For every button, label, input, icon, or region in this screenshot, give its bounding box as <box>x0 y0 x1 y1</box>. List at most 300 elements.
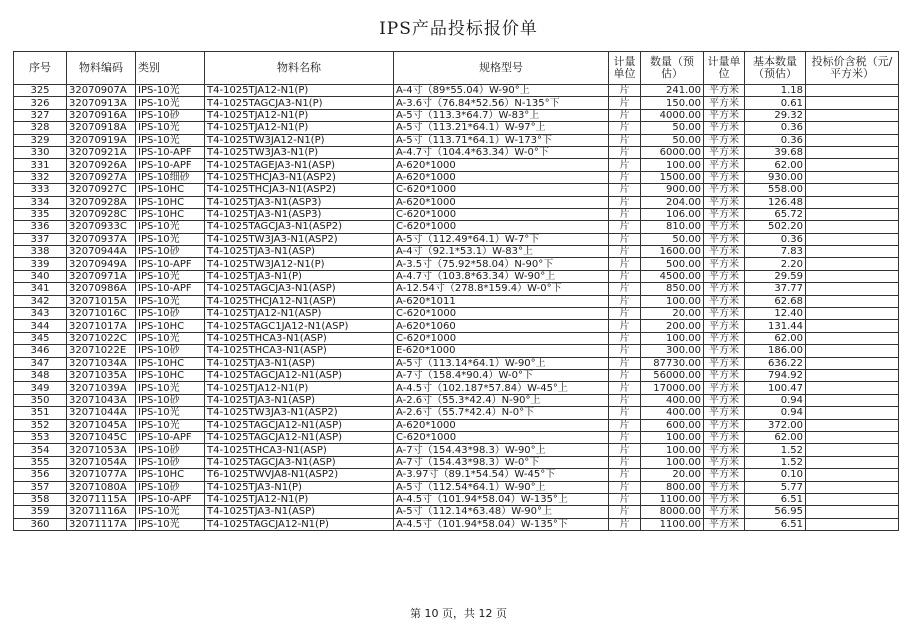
cell-quantity: 100.00 <box>641 444 704 456</box>
cell-base-quantity: 0.36 <box>745 122 806 134</box>
cell-index: 352 <box>14 419 67 431</box>
cell-category: IPS-10砂 <box>136 394 205 406</box>
cell-index: 331 <box>14 159 67 171</box>
cell-material-name: T4-1025TW3JA12-N1(P) <box>205 258 394 270</box>
cell-base-quantity: 62.00 <box>745 159 806 171</box>
cell-material-name: T4-1025TJA12-N1(P) <box>205 85 394 97</box>
table-row <box>14 369 899 381</box>
cell-base-quantity: 0.36 <box>745 233 806 245</box>
cell-material-name: T4-1025TJA12-N1(P) <box>205 122 394 134</box>
cell-material-name: T4-1025TW3JA3-N1(ASP2) <box>205 233 394 245</box>
cell-unit-2: 平方米 <box>704 431 745 443</box>
cell-index: 344 <box>14 320 67 332</box>
cell-unit-2: 平方米 <box>704 345 745 357</box>
cell-unit-2: 平方米 <box>704 506 745 518</box>
cell-unit-2: 平方米 <box>704 518 745 530</box>
cell-index: 354 <box>14 444 67 456</box>
cell-material-name: T4-1025TAGCJA12-N1(ASP) <box>205 369 394 381</box>
cell-material-name: T4-1025THCJA3-N1(ASP2) <box>205 171 394 183</box>
cell-material-code: 32070919A <box>67 134 136 146</box>
cell-spec: A-5寸（112.14*63.48）W-90°上 <box>394 506 609 518</box>
cell-base-quantity: 930.00 <box>745 171 806 183</box>
cell-unit-2: 平方米 <box>704 469 745 481</box>
cell-material-code: 32071077A <box>67 469 136 481</box>
cell-category: IPS-10细砂 <box>136 171 205 183</box>
table-row <box>14 270 899 282</box>
cell-bid-price <box>806 134 899 146</box>
cell-base-quantity: 502.20 <box>745 221 806 233</box>
cell-bid-price <box>806 196 899 208</box>
cell-quantity: 204.00 <box>641 196 704 208</box>
cell-category: IPS-10HC <box>136 369 205 381</box>
cell-spec: A-3.97寸（89.1*54.54）W-45°下 <box>394 469 609 481</box>
cell-quantity: 1600.00 <box>641 246 704 258</box>
cell-material-code: 32070937A <box>67 233 136 245</box>
cell-unit-2: 平方米 <box>704 419 745 431</box>
cell-material-name: T4-1025THCA3-N1(ASP) <box>205 332 394 344</box>
cell-spec: A-7寸（154.43*98.3）W-90°上 <box>394 444 609 456</box>
cell-material-code: 32070949A <box>67 258 136 270</box>
cell-material-name: T4-1025TJA3-N1(P) <box>205 481 394 493</box>
table-row <box>14 196 899 208</box>
cell-material-code: 32071044A <box>67 407 136 419</box>
header-quantity: 数量（预估） <box>641 52 704 85</box>
cell-index: 337 <box>14 233 67 245</box>
cell-quantity: 56000.00 <box>641 369 704 381</box>
cell-quantity: 900.00 <box>641 184 704 196</box>
cell-spec: A-620*1060 <box>394 320 609 332</box>
cell-bid-price <box>806 332 899 344</box>
cell-unit-2: 平方米 <box>704 258 745 270</box>
cell-material-name: T4-1025TJA3-N1(P) <box>205 270 394 282</box>
table-row <box>14 506 899 518</box>
cell-material-code: 32070921A <box>67 146 136 158</box>
cell-material-name: T4-1025THCA3-N1(ASP) <box>205 444 394 456</box>
cell-unit: 片 <box>609 407 641 419</box>
cell-base-quantity: 126.48 <box>745 196 806 208</box>
cell-bid-price <box>806 444 899 456</box>
table-row <box>14 159 899 171</box>
cell-spec: A-2.6寸（55.7*42.4）N-0°下 <box>394 407 609 419</box>
cell-base-quantity: 794.92 <box>745 369 806 381</box>
cell-base-quantity: 6.51 <box>745 493 806 505</box>
cell-base-quantity: 0.36 <box>745 134 806 146</box>
cell-quantity: 600.00 <box>641 419 704 431</box>
cell-category: IPS-10光 <box>136 518 205 530</box>
cell-index: 334 <box>14 196 67 208</box>
header-unit: 计量单位 <box>609 52 641 85</box>
cell-unit: 片 <box>609 270 641 282</box>
cell-bid-price <box>806 419 899 431</box>
cell-unit-2: 平方米 <box>704 146 745 158</box>
cell-quantity: 850.00 <box>641 283 704 295</box>
cell-base-quantity: 186.00 <box>745 345 806 357</box>
cell-index: 339 <box>14 258 67 270</box>
cell-material-code: 32070928A <box>67 196 136 208</box>
cell-material-code: 32071035A <box>67 369 136 381</box>
cell-unit: 片 <box>609 345 641 357</box>
cell-quantity: 17000.00 <box>641 382 704 394</box>
cell-unit: 片 <box>609 419 641 431</box>
cell-spec: A-4.5寸（102.187*57.84）W-45°上 <box>394 382 609 394</box>
cell-unit: 片 <box>609 394 641 406</box>
cell-material-name: T4-1025TJA3-N1(ASP) <box>205 357 394 369</box>
cell-index: 326 <box>14 97 67 109</box>
cell-bid-price <box>806 345 899 357</box>
cell-spec: A-4寸（89*55.04）W-90°上 <box>394 85 609 97</box>
cell-material-code: 32070928C <box>67 208 136 220</box>
cell-base-quantity: 29.59 <box>745 270 806 282</box>
table-row <box>14 283 899 295</box>
cell-material-name: T4-1025THCJA12-N1(ASP) <box>205 295 394 307</box>
cell-unit-2: 平方米 <box>704 283 745 295</box>
cell-unit-2: 平方米 <box>704 184 745 196</box>
cell-bid-price <box>806 308 899 320</box>
cell-spec: A-620*1000 <box>394 171 609 183</box>
cell-material-code: 32071034A <box>67 357 136 369</box>
cell-unit-2: 平方米 <box>704 97 745 109</box>
table-row <box>14 357 899 369</box>
cell-unit: 片 <box>609 221 641 233</box>
cell-material-name: T4-1025TW3JA3-N1(P) <box>205 146 394 158</box>
cell-base-quantity: 1.18 <box>745 85 806 97</box>
cell-bid-price <box>806 283 899 295</box>
cell-spec: A-7寸（154.43*98.3）W-0°下 <box>394 456 609 468</box>
cell-base-quantity: 0.94 <box>745 394 806 406</box>
cell-unit-2: 平方米 <box>704 369 745 381</box>
cell-spec: A-4寸（92.1*53.1）W-83°上 <box>394 246 609 258</box>
cell-unit-2: 平方米 <box>704 394 745 406</box>
cell-bid-price <box>806 122 899 134</box>
page-number: 第 10 页，共 12 页 <box>410 607 507 620</box>
cell-material-name: T4-1025TW3JA3-N1(ASP2) <box>205 407 394 419</box>
cell-unit: 片 <box>609 122 641 134</box>
header-material-code: 物料编码 <box>67 52 136 85</box>
cell-base-quantity: 37.77 <box>745 283 806 295</box>
quote-table <box>13 51 899 531</box>
cell-material-name: T4-1025TJA3-N1(ASP) <box>205 506 394 518</box>
cell-index: 335 <box>14 208 67 220</box>
cell-unit-2: 平方米 <box>704 171 745 183</box>
cell-material-name: T4-1025THCJA3-N1(ASP2) <box>205 184 394 196</box>
table-row <box>14 345 899 357</box>
cell-unit-2: 平方米 <box>704 444 745 456</box>
cell-quantity: 50.00 <box>641 122 704 134</box>
cell-bid-price <box>806 171 899 183</box>
cell-unit-2: 平方米 <box>704 481 745 493</box>
cell-base-quantity: 0.10 <box>745 469 806 481</box>
cell-material-code: 32070913A <box>67 97 136 109</box>
header-material-name: 物料名称 <box>205 52 394 85</box>
cell-index: 360 <box>14 518 67 530</box>
cell-base-quantity: 39.68 <box>745 146 806 158</box>
cell-quantity: 300.00 <box>641 345 704 357</box>
cell-quantity: 400.00 <box>641 394 704 406</box>
cell-bid-price <box>806 97 899 109</box>
cell-unit-2: 平方米 <box>704 357 745 369</box>
cell-unit: 片 <box>609 208 641 220</box>
cell-base-quantity: 12.40 <box>745 308 806 320</box>
cell-unit: 片 <box>609 258 641 270</box>
cell-category: IPS-10-APF <box>136 493 205 505</box>
cell-quantity: 4000.00 <box>641 109 704 121</box>
cell-bid-price <box>806 109 899 121</box>
cell-bid-price <box>806 369 899 381</box>
cell-quantity: 106.00 <box>641 208 704 220</box>
cell-material-name: T4-1025TAGCJA3-N1(ASP) <box>205 456 394 468</box>
table-row <box>14 493 899 505</box>
cell-base-quantity: 6.51 <box>745 518 806 530</box>
cell-unit: 片 <box>609 134 641 146</box>
table-header-row <box>14 52 899 85</box>
cell-material-name: T4-1025TW3JA12-N1(P) <box>205 134 394 146</box>
cell-unit-2: 平方米 <box>704 456 745 468</box>
table-row <box>14 332 899 344</box>
cell-quantity: 400.00 <box>641 407 704 419</box>
cell-unit: 片 <box>609 469 641 481</box>
cell-index: 342 <box>14 295 67 307</box>
cell-unit-2: 平方米 <box>704 246 745 258</box>
table-row <box>14 295 899 307</box>
cell-unit: 片 <box>609 109 641 121</box>
cell-index: 338 <box>14 246 67 258</box>
cell-index: 348 <box>14 369 67 381</box>
cell-bid-price <box>806 208 899 220</box>
table-row <box>14 518 899 530</box>
cell-material-code: 32070971A <box>67 270 136 282</box>
table-row <box>14 444 899 456</box>
cell-unit: 片 <box>609 481 641 493</box>
cell-index: 356 <box>14 469 67 481</box>
cell-unit: 片 <box>609 146 641 158</box>
cell-spec: A-12.54寸（278.8*159.4）W-0°下 <box>394 283 609 295</box>
cell-material-code: 32070907A <box>67 85 136 97</box>
cell-spec: A-4.5寸（101.94*58.04）W-135°下 <box>394 518 609 530</box>
cell-index: 350 <box>14 394 67 406</box>
cell-base-quantity: 100.47 <box>745 382 806 394</box>
cell-bid-price <box>806 320 899 332</box>
cell-material-name: T4-1025TAGCJA3-N1(ASP) <box>205 283 394 295</box>
cell-category: IPS-10光 <box>136 122 205 134</box>
cell-material-code: 32070926A <box>67 159 136 171</box>
cell-unit-2: 平方米 <box>704 159 745 171</box>
cell-unit-2: 平方米 <box>704 295 745 307</box>
cell-index: 325 <box>14 85 67 97</box>
cell-material-name: T4-1025TJA3-N1(ASP3) <box>205 196 394 208</box>
table-row <box>14 469 899 481</box>
cell-spec: C-620*1000 <box>394 308 609 320</box>
cell-material-code: 32071016C <box>67 308 136 320</box>
cell-base-quantity: 7.83 <box>745 246 806 258</box>
cell-bid-price <box>806 493 899 505</box>
cell-unit-2: 平方米 <box>704 196 745 208</box>
cell-unit-2: 平方米 <box>704 122 745 134</box>
cell-material-code: 32070927A <box>67 171 136 183</box>
cell-quantity: 50.00 <box>641 134 704 146</box>
table-row <box>14 258 899 270</box>
cell-material-code: 32071116A <box>67 506 136 518</box>
cell-quantity: 810.00 <box>641 221 704 233</box>
cell-category: IPS-10砂 <box>136 109 205 121</box>
cell-unit-2: 平方米 <box>704 134 745 146</box>
cell-material-code: 32071043A <box>67 394 136 406</box>
cell-category: IPS-10砂 <box>136 308 205 320</box>
cell-quantity: 20.00 <box>641 469 704 481</box>
cell-bid-price <box>806 407 899 419</box>
cell-category: IPS-10HC <box>136 196 205 208</box>
table-row <box>14 134 899 146</box>
cell-bid-price <box>806 233 899 245</box>
cell-category: IPS-10光 <box>136 270 205 282</box>
cell-bid-price <box>806 270 899 282</box>
cell-base-quantity: 2.20 <box>745 258 806 270</box>
cell-unit: 片 <box>609 308 641 320</box>
cell-bid-price <box>806 506 899 518</box>
cell-material-code: 32071039A <box>67 382 136 394</box>
cell-spec: C-620*1000 <box>394 184 609 196</box>
cell-base-quantity: 1.52 <box>745 456 806 468</box>
table-row <box>14 320 899 332</box>
cell-unit: 片 <box>609 444 641 456</box>
cell-category: IPS-10-APF <box>136 159 205 171</box>
cell-material-code: 32071115A <box>67 493 136 505</box>
cell-spec: A-620*1011 <box>394 295 609 307</box>
cell-index: 357 <box>14 481 67 493</box>
cell-index: 355 <box>14 456 67 468</box>
cell-material-name: T4-1025TAGEJA3-N1(ASP) <box>205 159 394 171</box>
cell-base-quantity: 5.77 <box>745 481 806 493</box>
cell-spec: A-620*1000 <box>394 159 609 171</box>
cell-material-name: T4-1025TAGCJA12-N1(P) <box>205 518 394 530</box>
cell-index: 351 <box>14 407 67 419</box>
cell-unit: 片 <box>609 493 641 505</box>
cell-unit-2: 平方米 <box>704 109 745 121</box>
cell-spec: C-620*1000 <box>394 431 609 443</box>
table-row <box>14 221 899 233</box>
cell-category: IPS-10光 <box>136 506 205 518</box>
cell-bid-price <box>806 518 899 530</box>
cell-unit: 片 <box>609 456 641 468</box>
cell-unit: 片 <box>609 431 641 443</box>
cell-material-name: T4-1025TAGCJA12-N1(ASP) <box>205 419 394 431</box>
cell-material-code: 32070918A <box>67 122 136 134</box>
table-row <box>14 122 899 134</box>
cell-quantity: 500.00 <box>641 258 704 270</box>
cell-base-quantity: 62.00 <box>745 431 806 443</box>
cell-index: 332 <box>14 171 67 183</box>
cell-index: 336 <box>14 221 67 233</box>
cell-index: 341 <box>14 283 67 295</box>
cell-unit: 片 <box>609 196 641 208</box>
cell-index: 333 <box>14 184 67 196</box>
cell-quantity: 4500.00 <box>641 270 704 282</box>
cell-quantity: 100.00 <box>641 431 704 443</box>
cell-quantity: 100.00 <box>641 332 704 344</box>
cell-index: 343 <box>14 308 67 320</box>
cell-category: IPS-10-APF <box>136 283 205 295</box>
cell-bid-price <box>806 146 899 158</box>
cell-unit: 片 <box>609 85 641 97</box>
cell-material-code: 32071117A <box>67 518 136 530</box>
cell-unit: 片 <box>609 357 641 369</box>
cell-material-code: 32071053A <box>67 444 136 456</box>
cell-unit: 片 <box>609 382 641 394</box>
cell-category: IPS-10-APF <box>136 258 205 270</box>
cell-index: 353 <box>14 431 67 443</box>
cell-material-code: 32071022C <box>67 332 136 344</box>
cell-unit: 片 <box>609 283 641 295</box>
cell-material-name: T4-1025THCA3-N1(ASP) <box>205 345 394 357</box>
cell-material-code: 32070933C <box>67 221 136 233</box>
cell-index: 329 <box>14 134 67 146</box>
cell-category: IPS-10光 <box>136 419 205 431</box>
cell-spec: A-2.6寸（55.3*42.4）N-90°上 <box>394 394 609 406</box>
cell-base-quantity: 56.95 <box>745 506 806 518</box>
cell-base-quantity: 558.00 <box>745 184 806 196</box>
cell-spec: C-620*1000 <box>394 208 609 220</box>
cell-category: IPS-10光 <box>136 85 205 97</box>
cell-quantity: 200.00 <box>641 320 704 332</box>
cell-index: 328 <box>14 122 67 134</box>
table-row <box>14 419 899 431</box>
cell-material-name: T4-1025TAGCJA3-N1(P) <box>205 97 394 109</box>
cell-category: IPS-10HC <box>136 320 205 332</box>
cell-bid-price <box>806 431 899 443</box>
cell-quantity: 241.00 <box>641 85 704 97</box>
cell-category: IPS-10砂 <box>136 444 205 456</box>
table-row <box>14 407 899 419</box>
cell-bid-price <box>806 258 899 270</box>
cell-bid-price <box>806 456 899 468</box>
cell-quantity: 8000.00 <box>641 506 704 518</box>
cell-material-code: 32071015A <box>67 295 136 307</box>
cell-spec: A-5寸（112.49*64.1）W-7°下 <box>394 233 609 245</box>
cell-category: IPS-10光 <box>136 382 205 394</box>
cell-unit: 片 <box>609 233 641 245</box>
cell-index: 346 <box>14 345 67 357</box>
cell-base-quantity: 0.94 <box>745 407 806 419</box>
cell-quantity: 100.00 <box>641 159 704 171</box>
cell-quantity: 1100.00 <box>641 518 704 530</box>
cell-unit-2: 平方米 <box>704 85 745 97</box>
table-row <box>14 208 899 220</box>
cell-bid-price <box>806 295 899 307</box>
cell-material-code: 32070927C <box>67 184 136 196</box>
cell-spec: A-620*1000 <box>394 419 609 431</box>
table-row <box>14 431 899 443</box>
cell-quantity: 50.00 <box>641 233 704 245</box>
cell-spec: E-620*1000 <box>394 345 609 357</box>
cell-unit: 片 <box>609 295 641 307</box>
header-category: 类别 <box>136 52 205 85</box>
cell-base-quantity: 1.52 <box>745 444 806 456</box>
cell-material-code: 32071017A <box>67 320 136 332</box>
cell-index: 345 <box>14 332 67 344</box>
cell-unit: 片 <box>609 246 641 258</box>
cell-index: 359 <box>14 506 67 518</box>
cell-base-quantity: 29.32 <box>745 109 806 121</box>
cell-material-name: T4-1025TAGCJA3-N1(ASP2) <box>205 221 394 233</box>
header-base-quantity: 基本数量（预估） <box>745 52 806 85</box>
cell-unit: 片 <box>609 320 641 332</box>
cell-material-name: T6-1025TWVJA8-N1(ASP2) <box>205 469 394 481</box>
cell-quantity: 1100.00 <box>641 493 704 505</box>
cell-quantity: 1500.00 <box>641 171 704 183</box>
cell-material-name: T4-1025TAGCJA12-N1(ASP) <box>205 431 394 443</box>
cell-spec: A-7寸（158.4*90.4）W-0°下 <box>394 369 609 381</box>
cell-base-quantity: 62.00 <box>745 332 806 344</box>
cell-unit-2: 平方米 <box>704 208 745 220</box>
